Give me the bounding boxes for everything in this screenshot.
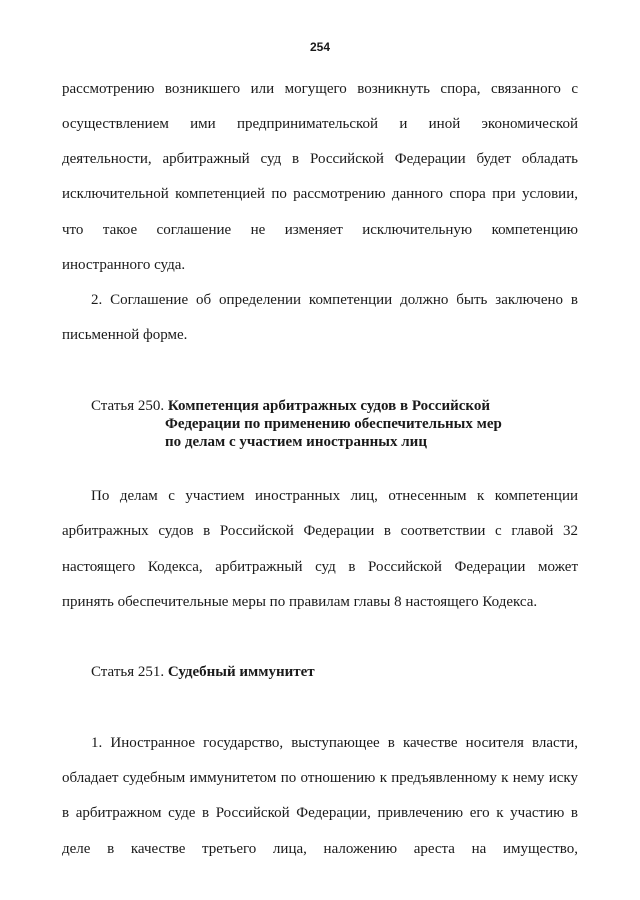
- text-line: арбитражных судов в Российской Федерации в соответствии с главой 32: [62, 523, 578, 539]
- text-line: 1. Иностранное государство, выступающее в качестве носителя власти,: [91, 735, 578, 751]
- text-line: осуществлением ими предпринимательской и иной экономической: [62, 116, 578, 132]
- article-title: по делам с участием иностранных лиц: [165, 434, 427, 450]
- heading-line: [91, 397, 571, 415]
- text-line: 2. Соглашение об определении компетенции должно быть заключено в: [91, 292, 578, 308]
- article-title: Компетенция арбитражных судов в Российской: [167, 398, 490, 414]
- text-line: По делам с участием иностранных лиц, отнесенным к компетенции: [91, 488, 578, 504]
- article-number: Статья 250.: [91, 398, 168, 414]
- text-line: исключительной компетенцией по рассмотрению данного спора при условии,: [62, 186, 578, 202]
- page-number: 254: [309, 40, 331, 54]
- article-title: Федерации по применению обеспечительных мер: [165, 416, 502, 432]
- text-line: принять обеспечительные меры по правилам главы 8 настоящего Кодекса.: [62, 594, 538, 610]
- article-title: Судебный иммунитет: [167, 664, 315, 680]
- heading-line: [91, 663, 571, 681]
- text-line: рассмотрению возникшего или могущего возникнуть спора, связанного с: [62, 81, 578, 97]
- text-line: иностранного суда.: [62, 257, 186, 273]
- text-line: деле в качестве третьего лица, наложению ареста на имущество,: [62, 841, 578, 857]
- text-line: настоящего Кодекса, арбитражный суд в Российской Федерации может: [62, 559, 578, 575]
- text-line: обладает судебным иммунитетом по отношению к предъявленному к нему иску: [62, 770, 578, 786]
- text-line: деятельности, арбитражный суд в Российской Федерации будет обладать: [62, 151, 578, 167]
- article-number: Статья 251.: [91, 664, 168, 680]
- text-line: что такое соглашение не изменяет исключительную компетенцию: [62, 222, 578, 238]
- text-line: в арбитражном суде в Российской Федерации, привлечению его к участию в: [62, 805, 578, 821]
- text-line: письменной форме.: [62, 327, 188, 343]
